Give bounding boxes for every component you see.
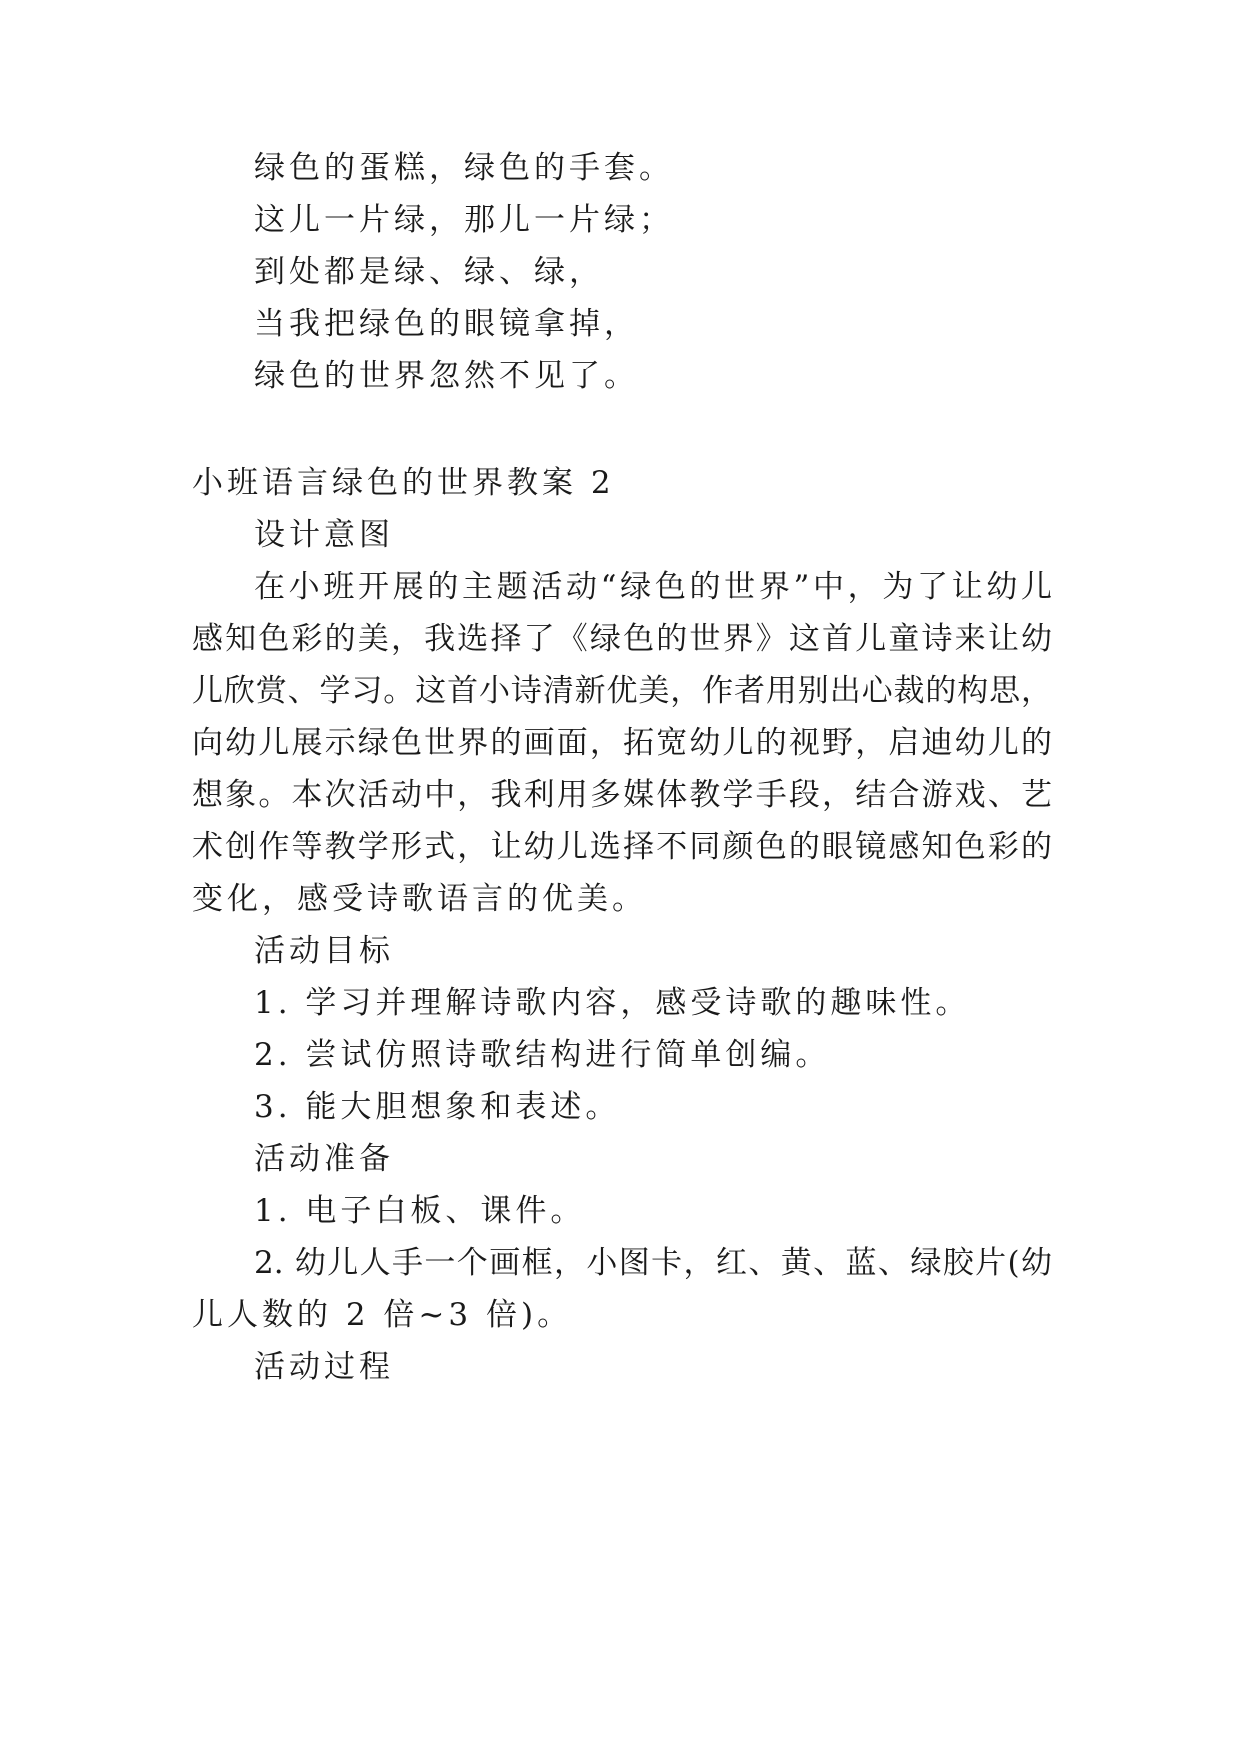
design-paragraph-line-2: 感知色彩的美，我选择了《绿色的世界》这首儿童诗来让幼 [192, 621, 1052, 657]
design-paragraph-line-1: 在小班开展的主题活动“绿色的世界”中，为了让幼儿 [254, 569, 1052, 605]
poem-line-1: 绿色的蛋糕，绿色的手套。 [254, 150, 674, 186]
poem-line-2: 这儿一片绿，那儿一片绿； [254, 202, 674, 238]
prep-item-2-line-1: 2. 幼儿人手一个画框，小图卡，红、黄、蓝、绿胶片(幼 [254, 1245, 1052, 1281]
design-paragraph-line-6: 术创作等教学形式，让幼儿选择不同颜色的眼镜感知色彩的 [192, 829, 1052, 865]
goal-item-2: 2. 尝试仿照诗歌结构进行简单创编。 [254, 1037, 831, 1073]
design-paragraph-line-5: 想象。本次活动中，我利用多媒体教学手段，结合游戏、艺 [192, 777, 1052, 813]
prep-item-2-line-2: 儿人数的 2 倍~3 倍)。 [192, 1297, 573, 1333]
section-title: 小班语言绿色的世界教案 2 [192, 465, 615, 501]
poem-line-5: 绿色的世界忽然不见了。 [254, 358, 639, 394]
goal-item-1: 1. 学习并理解诗歌内容，感受诗歌的趣味性。 [254, 985, 971, 1021]
poem-line-3: 到处都是绿、绿、绿， [254, 254, 604, 290]
design-paragraph-line-3: 儿欣赏、学习。这首小诗清新优美，作者用别出心裁的构思， [192, 673, 1052, 709]
prep-item-1: 1. 电子白板、课件。 [254, 1193, 586, 1229]
goal-item-3: 3. 能大胆想象和表述。 [254, 1089, 621, 1125]
prep-heading: 活动准备 [254, 1141, 394, 1177]
goals-heading: 活动目标 [254, 933, 394, 969]
design-paragraph-line-7: 变化，感受诗歌语言的优美。 [192, 881, 647, 917]
design-paragraph-line-4: 向幼儿展示绿色世界的画面，拓宽幼儿的视野，启迪幼儿的 [192, 725, 1052, 761]
poem-line-4: 当我把绿色的眼镜拿掉， [254, 306, 639, 342]
process-heading: 活动过程 [254, 1349, 394, 1385]
design-heading: 设计意图 [254, 517, 394, 553]
